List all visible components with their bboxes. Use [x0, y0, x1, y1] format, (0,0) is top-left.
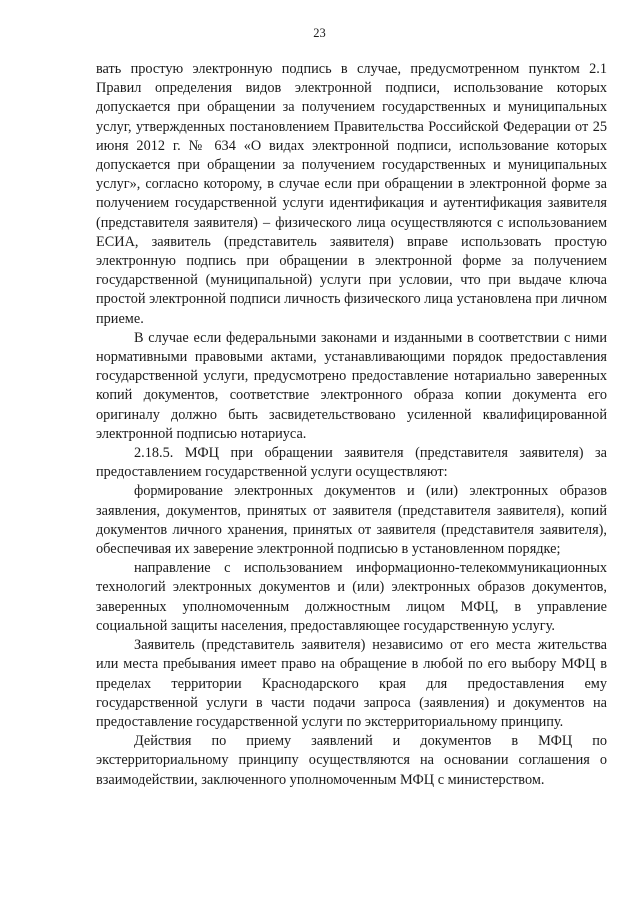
body-text	[96, 60, 607, 790]
paragraph-extraterritorial-agreement: Действия по приему заявлений и документов в МФЦ по экстерриториальному принципу осуществляются на основании соглашения о взаимодействии, заключенного уполномоченным МФЦ с министерством.	[96, 733, 607, 788]
paragraph-sending-documents: направление с использованием информационно-телекоммуникационных технологий электронных документов и (или) электронных образов документов, заверенных уполномоченным должностным лицом МФЦ, в управление социальной защиты населения, предоставляющее государственную услугу.	[96, 560, 607, 634]
paragraph-mfc-actions-heading: 2.18.5. МФЦ при обращении заявителя (представителя заявителя) за предоставлением государственной услуги осуществляют:	[96, 445, 607, 481]
paragraph-forming-electronic-documents: формирование электронных документов и (или) электронных образов заявления, документов, принятых от заявителя (представителя заявителя), копий документов личного хранения, принятых от заявителя (представителя заявителя), обеспечивая их заверение электронной подписью в установленном порядке;	[96, 483, 607, 558]
page-number: 23	[313, 26, 326, 40]
paragraph-esia-simple-signature: вать простую электронную подпись в случае, предусмотренном пунктом 2.1 Правил определения видов электронной подписи, использование которых допускается при обращении за получением государственных и муниципальных услуг, утвержденных постановлением Правительства Российской Федерации от 25 июня 2012 г. № 634 «О видах электронной подписи, использование которых допускается при обращении за получением государственных и муниципальных услуг», согласно которому, в случае если при обращении в электронной форме за получением государственной услуги идентификация и аутентификация заявителя (представителя заявителя) – физического лица осуществляются с использованием ЕСИА, заявитель (представитель заявителя) вправе использовать простую электронную подпись при обращении в электронной форме за получением государственной (муниципальной) услуги при условии, что при выдаче ключа простой электронной подписи личность физического лица установлена при личном приеме.	[96, 61, 607, 327]
paragraph-notarial-copies: В случае если федеральными законами и изданными в соответствии с ними нормативными правовыми актами, устанавливающими порядок предоставления государственной услуги, предусмотрено предоставление нотариально заверенных копий документов, соответствие электронного образа копии документа его оригиналу должно быть засвидетельствовано усиленной квалифицированной электронной подписью нотариуса.	[96, 329, 607, 442]
paragraph-extraterritorial-right: Заявитель (представитель заявителя) независимо от его места жительства или места пребывания имеет право на обращение в любой по его выбору МФЦ в пределах территории Краснодарского края для предоставления ему государственной услуги в части подачи запроса (заявления) и документов на предоставление государственной услуги по экстерриториальному принципу.	[96, 637, 607, 730]
